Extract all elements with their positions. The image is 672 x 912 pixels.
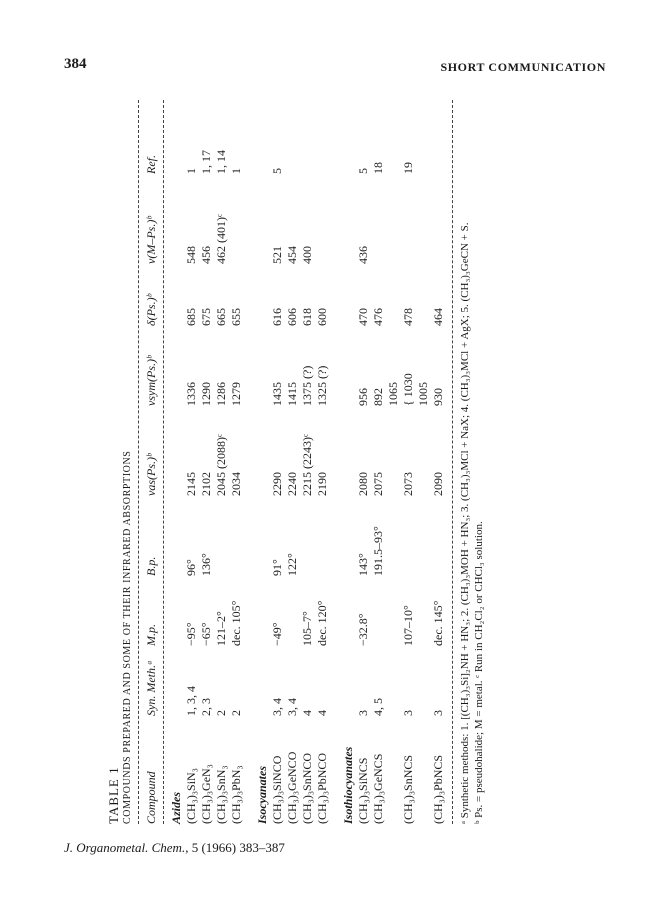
cell-vas: 2240	[285, 472, 299, 496]
table-row	[300, 100, 315, 824]
cell-bp: 91°	[270, 559, 284, 576]
cell-delta: 470	[356, 308, 370, 326]
table-row	[229, 100, 244, 824]
cell-mp: −65°	[199, 622, 213, 646]
table-label: TABLE 1	[106, 766, 121, 824]
cell-mp: dec. 145°	[431, 600, 445, 646]
cell-vsym: 1279	[229, 382, 243, 406]
cell-compound: (CH₃)₃GeNCO	[285, 751, 299, 824]
table-row	[371, 100, 386, 824]
cell-delta: 616	[270, 308, 284, 326]
table-section	[168, 100, 244, 824]
table-row	[285, 100, 300, 824]
cell-vmps: 400	[300, 246, 314, 264]
cell-vsym: 1375 (?)	[300, 365, 314, 406]
table-body	[168, 100, 446, 824]
cell-vsym: 1286	[214, 382, 228, 406]
header-vas: νas(Ps.)ᵇ	[144, 453, 158, 496]
cell-mp: −95°	[184, 622, 198, 646]
cell-syn: 2	[229, 710, 243, 716]
table-row	[315, 100, 330, 824]
cell-vas: 2102	[199, 472, 213, 496]
cell-ref: 1, 14	[214, 150, 228, 174]
section-title: Isocyanates	[255, 766, 269, 824]
cell-vsym: 892	[371, 388, 385, 406]
cell-vas: 2045 (2088)ᶜ	[214, 433, 228, 496]
cell-compound: (CH₃)₃SiNCO	[270, 755, 284, 824]
rule-bottom	[452, 100, 453, 824]
cell-compound: (CH₃)₃SnN₃	[214, 765, 228, 824]
footnote-a: ᵃ Synthetic methods: 1. [(CH₃)₃Si]₂NH + HN₃; 2. (CH₃)₃MOH + HN₃; 3. (CH₃)₃MCl + NaX; 4. (CH₃)₃MCl + AgX; 5. (CH₃)₃GeCN + S.	[459, 222, 471, 824]
cell-ref: 5	[270, 168, 284, 174]
cell-syn: 3	[356, 710, 370, 716]
cell-mp: −32.8°	[356, 613, 370, 646]
cell-mp: 107–10°	[401, 605, 415, 646]
footnotes	[458, 100, 486, 824]
cell-vsym: 1065	[386, 382, 400, 406]
table-row	[270, 100, 285, 824]
cell-vas: 2215 (2243)ᶜ	[300, 433, 314, 496]
footnote-b: ᵇ Ps. = pseudohalide; M = metal. ᶜ Run in CH₂Cl₂ or CHCl₃ solution.	[473, 521, 485, 824]
cell-vmps: 436	[356, 246, 370, 264]
cell-syn: 3, 4	[270, 698, 284, 716]
cell-vsym: 1005	[416, 382, 430, 406]
header-bp: B.p.	[144, 556, 158, 576]
table-section	[254, 100, 330, 824]
rule-head	[163, 100, 164, 824]
table-caption: COMPOUNDS PREPARED AND SOME OF THEIR INFRARED ABSORPTIONS	[122, 450, 133, 824]
cell-compound: (CH₃)₃SnNCS	[401, 754, 415, 824]
cell-syn: 3, 4	[285, 698, 299, 716]
cell-compound: (CH₃)₃PbNCO	[315, 752, 329, 824]
cell-vas: 2080	[356, 472, 370, 496]
cell-ref: 1	[184, 168, 198, 174]
section-gap	[244, 100, 254, 824]
cell-delta: 685	[184, 308, 198, 326]
cell-syn: 1, 3, 4	[184, 686, 198, 716]
cell-syn: 2	[214, 710, 228, 716]
cell-delta: 476	[371, 308, 385, 326]
cell-ref: 18	[371, 162, 385, 174]
cell-vmps: 521	[270, 246, 284, 264]
cell-vsym: 1415	[285, 382, 299, 406]
cell-syn: 4	[300, 710, 314, 716]
cell-compound: (CH₃)₃SiNCS	[356, 757, 370, 824]
table-row	[356, 100, 371, 824]
cell-vas: 2075	[371, 472, 385, 496]
header-syn-meth: Syn. Meth.ᵃ	[144, 660, 158, 716]
cell-delta: 606	[285, 308, 299, 326]
cell-compound: (CH₃)₃PbNCS	[431, 754, 445, 824]
cell-syn: 4	[315, 710, 329, 716]
header-vmps: ν(M–Ps.)ᵇ	[144, 216, 158, 264]
page-number: 384	[64, 56, 87, 72]
cell-mp: −49°	[270, 622, 284, 646]
cell-vsym: 956	[356, 388, 370, 406]
header-delta: δ(Ps.)ᵇ	[144, 294, 158, 326]
header-compound: Compound	[144, 771, 158, 824]
table-row	[184, 100, 199, 824]
cell-bp: 143°	[356, 553, 370, 576]
section-gap	[330, 100, 340, 824]
cell-vmps: 456	[199, 246, 213, 264]
table-row	[199, 100, 214, 824]
cell-syn: 4, 5	[371, 698, 385, 716]
cell-delta: 665	[214, 308, 228, 326]
table-row	[416, 100, 431, 824]
cell-vas: 2034	[229, 472, 243, 496]
cell-syn: 2, 3	[199, 698, 213, 716]
cell-ref: 1	[229, 168, 243, 174]
table-row	[386, 100, 401, 824]
table-row	[214, 100, 229, 824]
cell-delta: 478	[401, 308, 415, 326]
cell-vsym: 1290	[199, 382, 213, 406]
cell-syn: 3	[401, 710, 415, 716]
journal-footer	[64, 840, 285, 856]
cell-bp: 122°	[285, 553, 299, 576]
journal-name: J. Organometal. Chem.	[64, 840, 186, 855]
cell-vsym: { 1030	[401, 373, 415, 406]
cell-ref: 1, 17	[199, 150, 213, 174]
cell-vmps: 548	[184, 246, 198, 264]
cell-compound: (CH₃)₃GeN₃	[199, 764, 213, 824]
section-title: Isothiocyanates	[341, 746, 355, 824]
running-head: SHORT COMMUNICATION	[440, 60, 606, 74]
cell-mp: 105–7°	[300, 611, 314, 646]
cell-compound: (CH₃)₃SnNCO	[300, 752, 314, 824]
header-vsym: νsym(Ps.)ᵇ	[144, 355, 158, 406]
cell-bp: 136°	[199, 553, 213, 576]
cell-vas: 2190	[315, 472, 329, 496]
cell-delta: 600	[315, 308, 329, 326]
cell-delta: 655	[229, 308, 243, 326]
cell-compound: (CH₃)₃GeNCS	[371, 753, 385, 824]
cell-bp: 191.5–93°	[371, 526, 385, 576]
rotated-table	[100, 100, 496, 824]
journal-volume: , 5 (1966) 383–387	[185, 840, 285, 855]
cell-delta: 464	[431, 308, 445, 326]
cell-vmps: 462 (401)ᶜ	[214, 213, 228, 264]
cell-compound: (CH₃)₃PbN₃	[229, 765, 243, 824]
section-title: Azides	[169, 791, 183, 824]
cell-syn: 3	[431, 710, 445, 716]
cell-ref: 5	[356, 168, 370, 174]
cell-vsym: 1325 (?)	[315, 365, 329, 406]
cell-bp: 96°	[184, 559, 198, 576]
table-row	[431, 100, 446, 824]
cell-vsym: 1336	[184, 382, 198, 406]
cell-vas: 2090	[431, 472, 445, 496]
header-row	[144, 100, 162, 824]
cell-ref: 19	[401, 162, 415, 174]
cell-vsym: 930	[431, 388, 445, 406]
table-row	[401, 100, 416, 824]
cell-vas: 2073	[401, 472, 415, 496]
cell-delta: 618	[300, 308, 314, 326]
cell-vas: 2145	[184, 472, 198, 496]
cell-vas: 2290	[270, 472, 284, 496]
cell-vsym: 1435	[270, 382, 284, 406]
cell-delta: 675	[199, 308, 213, 326]
cell-mp: dec. 105°	[229, 600, 243, 646]
table-section	[340, 100, 446, 824]
header-ref: Ref.	[144, 155, 158, 174]
header-mp: M.p.	[144, 624, 158, 646]
cell-vmps: 454	[285, 246, 299, 264]
rule-top	[138, 100, 139, 824]
cell-compound: (CH₃)₃SiN₃	[184, 768, 198, 824]
cell-mp: 121–2°	[214, 611, 228, 646]
cell-mp: dec. 120°	[315, 600, 329, 646]
